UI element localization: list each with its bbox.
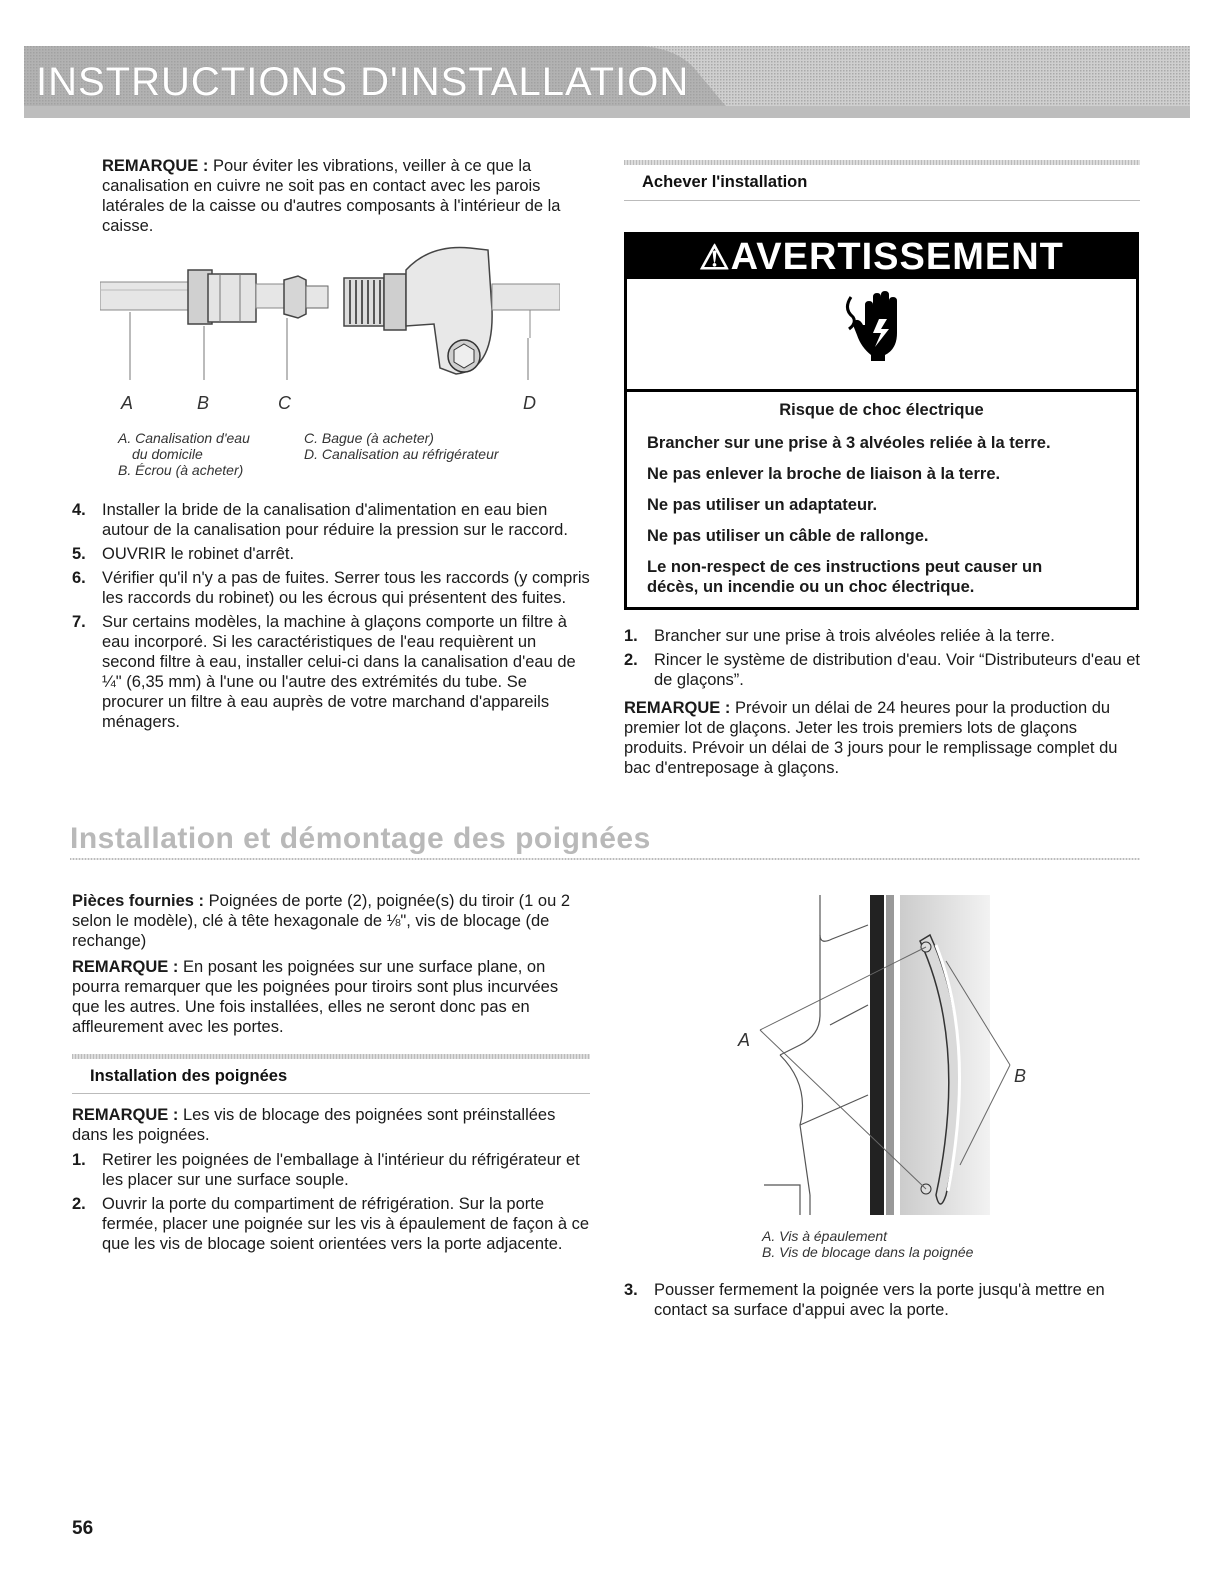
list-item: 2. Ouvrir la porte du compartiment de réfrigération. Sur la porte fermée, placer une poignée sur les vis à épaulement de façon à ce que les vis de blocage soient orientées vers la porte adjacente. xyxy=(72,1195,590,1253)
steps-list-top-right xyxy=(624,626,1140,694)
warning-line: Brancher sur une prise à 3 alvéoles reliée à la terre. xyxy=(647,434,1051,452)
handle-label-a: A xyxy=(738,1030,751,1050)
caption-a-line1: A. Canalisation d'eau xyxy=(118,430,250,446)
caption-a-line2: du domicile xyxy=(132,446,203,462)
warning-hazard: Risque de choc électrique xyxy=(779,401,984,419)
note-set-screws: REMARQUE : Les vis de blocage des poignées sont préinstallées dans les poignées. xyxy=(72,1106,556,1144)
warning-line: Le non-respect de ces instructions peut causer un décès, un incendie ou un choc électrique. xyxy=(647,558,1043,596)
note-copper-line xyxy=(102,156,592,236)
list-item: 1. Retirer les poignées de l'emballage à l'intérieur du réfrigérateur et les placer sur une surface souple. xyxy=(72,1151,580,1189)
warning-header xyxy=(627,235,1136,279)
caption-left xyxy=(118,430,303,478)
warning-title: AVERTISSEMENT xyxy=(730,236,1064,278)
warning-divider xyxy=(627,389,1136,392)
subheading-achever: Achever l'installation xyxy=(642,173,808,191)
section-rule xyxy=(70,858,1140,860)
warning-line: Ne pas utiliser un adaptateur. xyxy=(647,496,878,514)
list-item: 7. Sur certains modèles, la machine à glaçons comporte un filtre à eau incorporé. Si les caractéristiques de l'eau requièrent un second filtre à eau, installer celui-ci dans la canalisation d'eau de ¼" (6,35 mm) à l'une ou l'autre des extrémités du tube. Se procurer un filtre à eau auprès de votre marchand d'appareils ménagers. xyxy=(72,613,576,731)
steps-list-handle-push xyxy=(624,1280,1140,1324)
handle-label-b: B xyxy=(1014,1066,1027,1086)
note-ice-production: REMARQUE : Prévoir un délai de 24 heures pour la production du premier lot de glaçons. Jeter les trois premiers lots de glaçons produits. Prévoir un délai de 3 jours pour le remplissage complet du bac d'entreposage à glaçons. xyxy=(624,699,1118,777)
list-item: 2. Rincer le système de distribution d'eau. Voir “Distributeurs d'eau et de glaçons”. xyxy=(624,651,1140,689)
caption-handle-a: A. Vis à épaulement xyxy=(762,1228,888,1244)
steps-list-top-left xyxy=(72,500,590,736)
list-item: 5. OUVRIR le robinet d'arrêt. xyxy=(72,545,295,563)
warning-triangle-icon: ⚠ xyxy=(699,239,731,277)
warning-line: Ne pas utiliser un câble de rallonge. xyxy=(647,527,929,545)
subheading-underline-2 xyxy=(72,1093,590,1094)
page-title: INSTRUCTIONS D'INSTALLATION xyxy=(36,60,690,104)
warning-lines xyxy=(647,433,1126,608)
caption-b: B. Écrou (à acheter) xyxy=(118,462,244,478)
subheading-rule xyxy=(624,160,1140,165)
handle-captions xyxy=(762,1228,1062,1260)
list-item: 3. Pousser fermement la poignée vers la porte jusqu'à mettre en contact sa surface d'appui avec la porte. xyxy=(624,1281,1105,1319)
section-title: Installation et démontage des poignées xyxy=(70,822,651,855)
list-item: 6. Vérifier qu'il n'y a pas de fuites. Serrer tous les raccords (y compris les raccords du robinet) ou les écrous qui présentent des fuites. xyxy=(72,569,590,607)
warning-line: Ne pas enlever la broche de liaison à la terre. xyxy=(647,465,1001,483)
door-handle-diagram xyxy=(740,895,1040,1215)
subheading-underline xyxy=(624,200,1140,201)
warning-box xyxy=(624,232,1139,610)
note-handles-curved: REMARQUE : En posant les poignées sur une surface plane, on pourra remarquer que les poignées pour tiroirs sont plus incurvées que les autres. Une fois installées, elles ne seront donc pas en affleurement avec les portes. xyxy=(72,958,559,1036)
water-line-diagram xyxy=(100,240,560,390)
note-label: REMARQUE : xyxy=(102,157,209,175)
electric-shock-hand-icon xyxy=(843,289,913,361)
label-d: D xyxy=(523,393,536,413)
subheading-installation-poignees: Installation des poignées xyxy=(90,1067,288,1085)
label-c: C xyxy=(278,393,291,413)
caption-d: D. Canalisation au réfrigérateur xyxy=(304,446,499,462)
caption-right xyxy=(304,430,544,462)
steps-list-handles xyxy=(72,1150,590,1258)
subheading-rule-2 xyxy=(72,1054,590,1059)
parts-provided: Pièces fournies : Poignées de porte (2), poignée(s) du tiroir (1 ou 2 selon le modèle), clé à tête hexagonale de ⅛", vis de blocage (de rechange) xyxy=(72,892,571,950)
list-item: 4. Installer la bride de la canalisation d'alimentation en eau bien autour de la canalisation pour réduire la pression sur le raccord. xyxy=(72,501,568,539)
list-item: 1. Brancher sur une prise à trois alvéoles reliée à la terre. xyxy=(624,627,1055,645)
page-number: 56 xyxy=(72,1518,94,1539)
label-a: A xyxy=(121,393,134,413)
note-text: Pour éviter les vibrations, veiller à ce que la canalisation en cuivre ne soit pas en contact avec les parois latérales de la caisse ou d'autres composants à l'intérieur de la caisse. xyxy=(102,157,561,235)
label-b: B xyxy=(197,393,210,413)
caption-c: C. Bague (à acheter) xyxy=(304,430,434,446)
caption-handle-b: B. Vis de blocage dans la poignée xyxy=(762,1244,974,1260)
